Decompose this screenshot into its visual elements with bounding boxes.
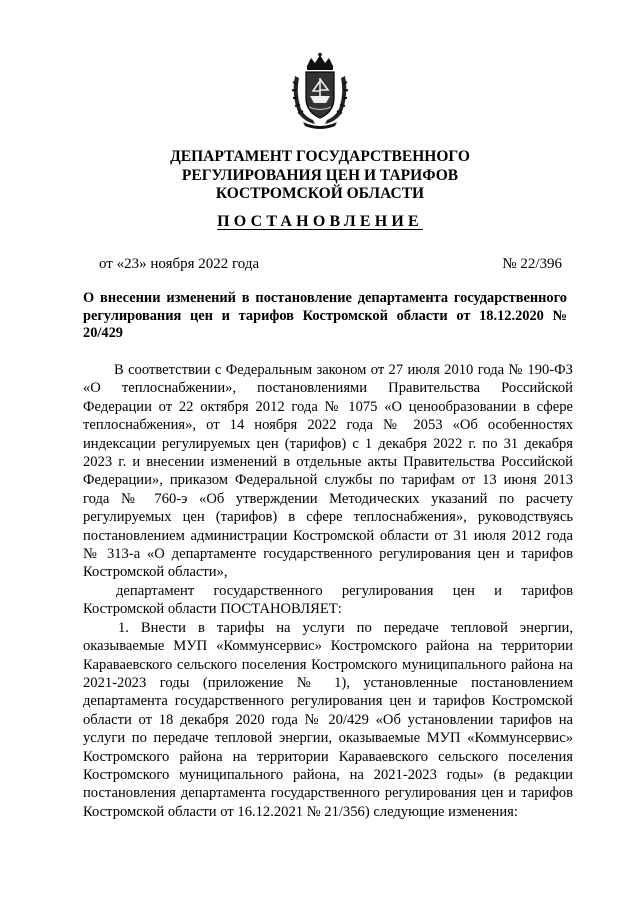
kostroma-coat-of-arms-icon bbox=[289, 52, 351, 130]
item-1-paragraph: 1. Внести в тарифы на услуги по передаче тепловой энергии, оказываемые МУП «Коммунсервис» Костромского района на территории Караваевского сельского поселения Костромского муниципального района на 2021-2023 годы (приложение № 1), установленные постановлением департамента государственного регулирования цен и тарифов Костромской области от 18 декабря 2020 года № 20/429 «Об установлении тарифов на услуги по передаче тепловой энергии, оказываемые МУП «Коммунсервис» Костромского района на территории Караваевского сельского поселения Костромского муниципального района, на 2021-2023 годы» (в редакции постановления департамента государственного регулирования цен и тарифов Костромской области от 16.12.2021 № 21/356) следующие изменения: bbox=[83, 619, 573, 820]
document-type: ПОСТАНОВЛЕНИЕ bbox=[217, 213, 423, 230]
resolution-paragraph: департамент государственного регулирования цен и тарифов Костромской области ПОСТАНОВЛЯЕТ: bbox=[83, 582, 573, 618]
document-body bbox=[83, 361, 573, 821]
department-line: КОСТРОМСКОЙ ОБЛАСТИ bbox=[215, 185, 425, 202]
department-line: ДЕПАРТАМЕНТ ГОСУДАРСТВЕННОГО bbox=[170, 148, 470, 165]
document-number: № 22/396 bbox=[502, 256, 562, 272]
preamble-paragraph: В соответствии с Федеральным законом от 27 июля 2010 года № 190-ФЗ «О теплоснабжении», постановлениями Правительства Российской Федерации от 22 октября 2012 года № 1075 «О ценообразовании в сфере теплоснабжения», от 14 ноября 2022 года № 2053 «Об особенностях индексации регулируемых цен (тарифов) с 1 декабря 2022 г. по 31 декабря 2023 г. и внесении изменений в отдельные акты Правительства Российской Федерации», приказом Федеральной службы по тарифам от 13 июня 2013 года № 760-э «Об утверждении Методических указаний по расчету регулируемых цен (тарифов) в сфере теплоснабжения», руководствуясь постановлением администрации Костромской области от 31 июля 2012 года № 313-а «О департаменте государственного регулирования цен и тарифов Костромской области», bbox=[83, 362, 573, 581]
department-line: РЕГУЛИРОВАНИЯ ЦЕН И ТАРИФОВ bbox=[181, 166, 459, 184]
department-name bbox=[0, 148, 640, 204]
document-date: от «23» ноября 2022 года bbox=[99, 256, 260, 272]
document-subject: О внесении изменений в постановление департамента государственного регулирования цен и тарифов Костромской области от 18.12.2020 № 20/429 bbox=[83, 290, 567, 341]
